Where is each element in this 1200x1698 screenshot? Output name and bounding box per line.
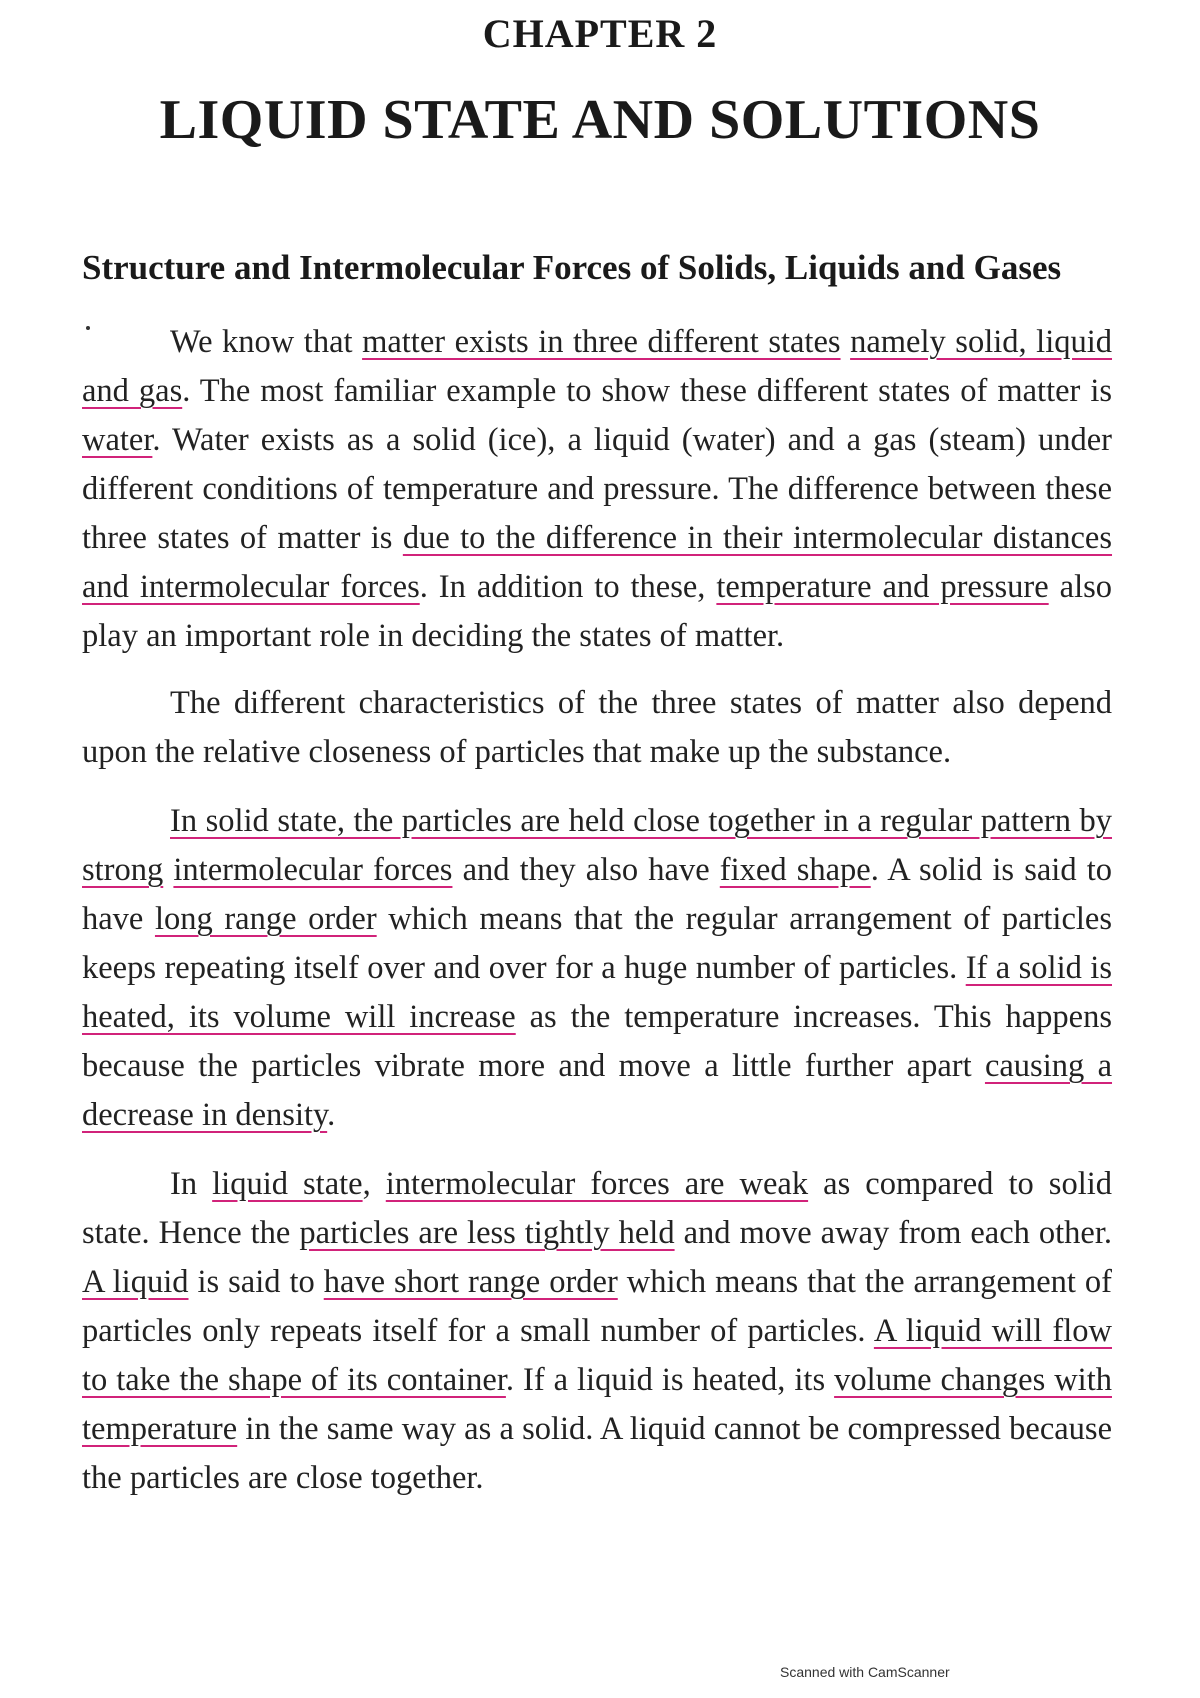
text-run: We know that: [170, 324, 363, 360]
underlined-phrase: liquid state: [212, 1166, 363, 1202]
underlined-phrase: namely solid, liquid and gas: [82, 324, 1113, 409]
underlined-phrase: matter exists in three different states: [362, 324, 841, 360]
underlined-phrase: have short range order: [323, 1264, 618, 1300]
text-run: in the same way as a solid. A liquid cannot be compressed because the particles are close together.: [82, 1411, 1112, 1496]
text-run: . In addition to these,: [419, 569, 717, 605]
text-run: ,: [362, 1166, 386, 1202]
text-run: is said to: [188, 1264, 324, 1300]
body-text: [82, 318, 1112, 1523]
text-run: [163, 852, 173, 888]
text-run: and move away from each other.: [674, 1215, 1112, 1251]
underlined-phrase: water: [82, 422, 153, 458]
text-run: [841, 324, 851, 360]
underlined-phrase: due to the difference in their intermolecular distances and intermolecular forces: [82, 520, 1113, 605]
text-run: .: [327, 1097, 336, 1133]
underlined-phrase: intermolecular forces are weak: [385, 1166, 809, 1202]
underlined-phrase: If a solid is heated, its volume will increase: [82, 950, 1112, 1035]
text-run: . The most familiar example to show these different states of matter is: [182, 373, 1112, 409]
text-run: which means that the arrangement of particles only repeats itself for a small number of particles.: [82, 1264, 1113, 1349]
text-run: . A solid is said to have: [82, 852, 1113, 937]
text-run: . Water exists as a solid (ice), a liquid (water) and a gas (steam) under different conditions of temperature and pressure. The difference between these three states of matter is: [82, 422, 1112, 556]
underlined-phrase: causing a decrease in density: [82, 1048, 1113, 1133]
underlined-phrase: volume changes with temperature: [82, 1362, 1112, 1447]
scanner-watermark: Scanned with CamScanner: [780, 1664, 950, 1680]
underlined-phrase: A liquid will flow to take the shape of its container: [82, 1313, 1112, 1398]
paragraph-characteristics: [82, 679, 1112, 777]
section-heading: Structure and Intermolecular Forces of Solids, Liquids and Gases: [82, 248, 1062, 287]
paragraph-solid-state: [82, 797, 1112, 1140]
paragraph-liquid-state: [82, 1160, 1112, 1503]
chapter-label: CHAPTER 2: [482, 11, 718, 56]
underlined-phrase: particles are less tightly held: [299, 1215, 675, 1251]
text-run: . If a liquid is heated, its: [505, 1362, 835, 1398]
paragraph-states-of-matter: [82, 318, 1112, 661]
underlined-phrase: fixed shape: [719, 852, 871, 888]
text-run: as compared to solid state. Hence the: [82, 1166, 1113, 1251]
text-run: In: [170, 1166, 213, 1202]
text-run: also play an important role in deciding the states of matter.: [82, 569, 1112, 654]
text-run: as the temperature increases. This happens because the particles vibrate more and move a little further apart: [82, 999, 1112, 1084]
underlined-phrase: long range order: [154, 901, 377, 937]
chapter-title: LIQUID STATE AND SOLUTIONS: [159, 89, 1041, 151]
text-run: The different characteristics of the three states of matter also depend upon the relative closeness of particles that make up the substance.: [82, 685, 1112, 770]
text-run: and they also have: [452, 852, 720, 888]
text-run: which means that the regular arrangement of particles keeps repeating itself over and over for a huge number of particles.: [82, 901, 1112, 986]
underlined-phrase: A liquid: [82, 1264, 189, 1300]
underlined-phrase: intermolecular forces: [173, 852, 453, 888]
underlined-phrase: In solid state, the particles are held close together in a regular pattern by strong: [82, 803, 1112, 888]
underlined-phrase: temperature and pressure: [716, 569, 1049, 605]
